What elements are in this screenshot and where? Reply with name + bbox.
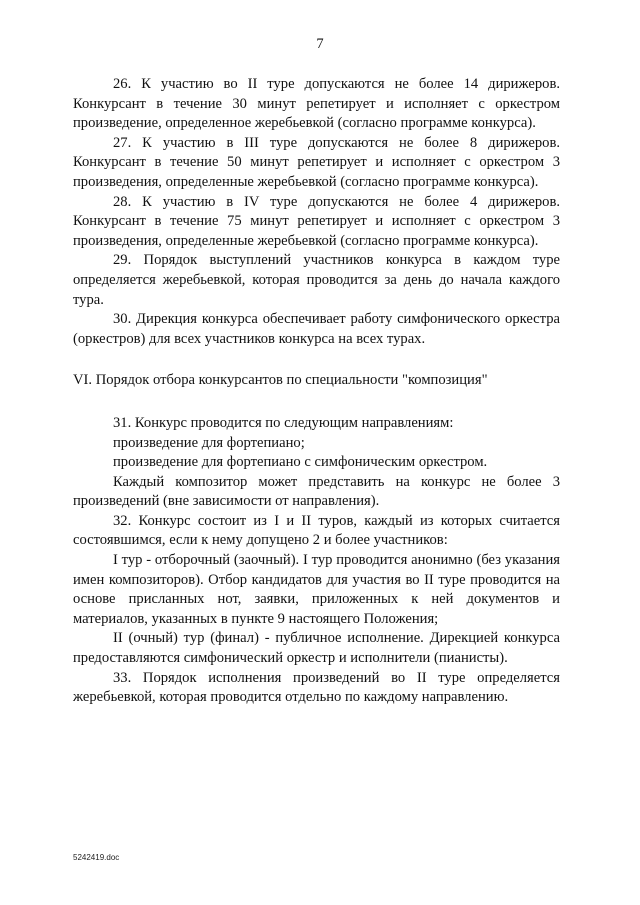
document-body [73,75,560,708]
footer-filename: 5242419.doc [73,853,120,862]
paragraph-round-2: II (очный) тур (финал) - публичное исполнение. Дирекцией конкурса предоставляются симфонический оркестр и исполнители (пианисты). [73,630,560,667]
paragraph-29: 29. Порядок выступлений участников конкурса в каждом туре определяется жеребьевкой, которая проводится за день до начала каждого тура. [73,252,560,308]
paragraph-26: 26. К участию во II туре допускаются не более 14 дирижеров. Конкурсант в течение 30 минут репетирует и исполняет с оркестром произведение, определенное жеребьевкой (согласно программе конкурса). [73,76,560,132]
list-item-piano-orchestra: произведение для фортепиано с симфоническим оркестром. [113,454,488,471]
paragraph-composer-limit: Каждый композитор может представить на конкурс не более 3 произведений (вне зависимости от направления). [73,473,560,510]
paragraph-27: 27. К участию в III туре допускаются не более 8 дирижеров. Конкурсант в течение 50 минут репетирует и исполняет с оркестром 3 произведения, определенные жеребьевкой (согласно программе конкурса). [73,134,560,190]
paragraph-28: 28. К участию в IV туре допускаются не более 4 дирижеров. Конкурсант в течение 75 минут репетирует и исполняет с оркестром 3 произведения, определенные жеребьевкой (согласно программе конкурса). [73,193,560,249]
paragraph-30: 30. Дирекция конкурса обеспечивает работу симфонического оркестра (оркестров) для всех участников конкурса на всех турах. [73,311,560,347]
paragraph-33: 33. Порядок исполнения произведений во II туре определяется жеребьевкой, которая проводится отдельно по каждому направлению. [73,669,560,706]
section-heading: VI. Порядок отбора конкурсантов по специальности "композиция" [73,372,488,389]
paragraph-32: 32. Конкурс состоит из I и II туров, каждый из которых считается состоявшимся, если к нему допущено 2 и более участников: [73,512,560,549]
paragraph-round-1: I тур - отборочный (заочный). I тур проводится анонимно (без указания имен композиторов). Отбор кандидатов для участия во II туре проводится на основе присланных нот, заявки, приложенных к ней документов и материалов, указанных в пункте 9 настоящего Положения; [73,552,560,627]
page-number: 7 [316,36,324,52]
list-item-piano: произведение для фортепиано; [113,434,305,451]
paragraph-31: 31. Конкурс проводится по следующим направлениям: [113,414,454,431]
